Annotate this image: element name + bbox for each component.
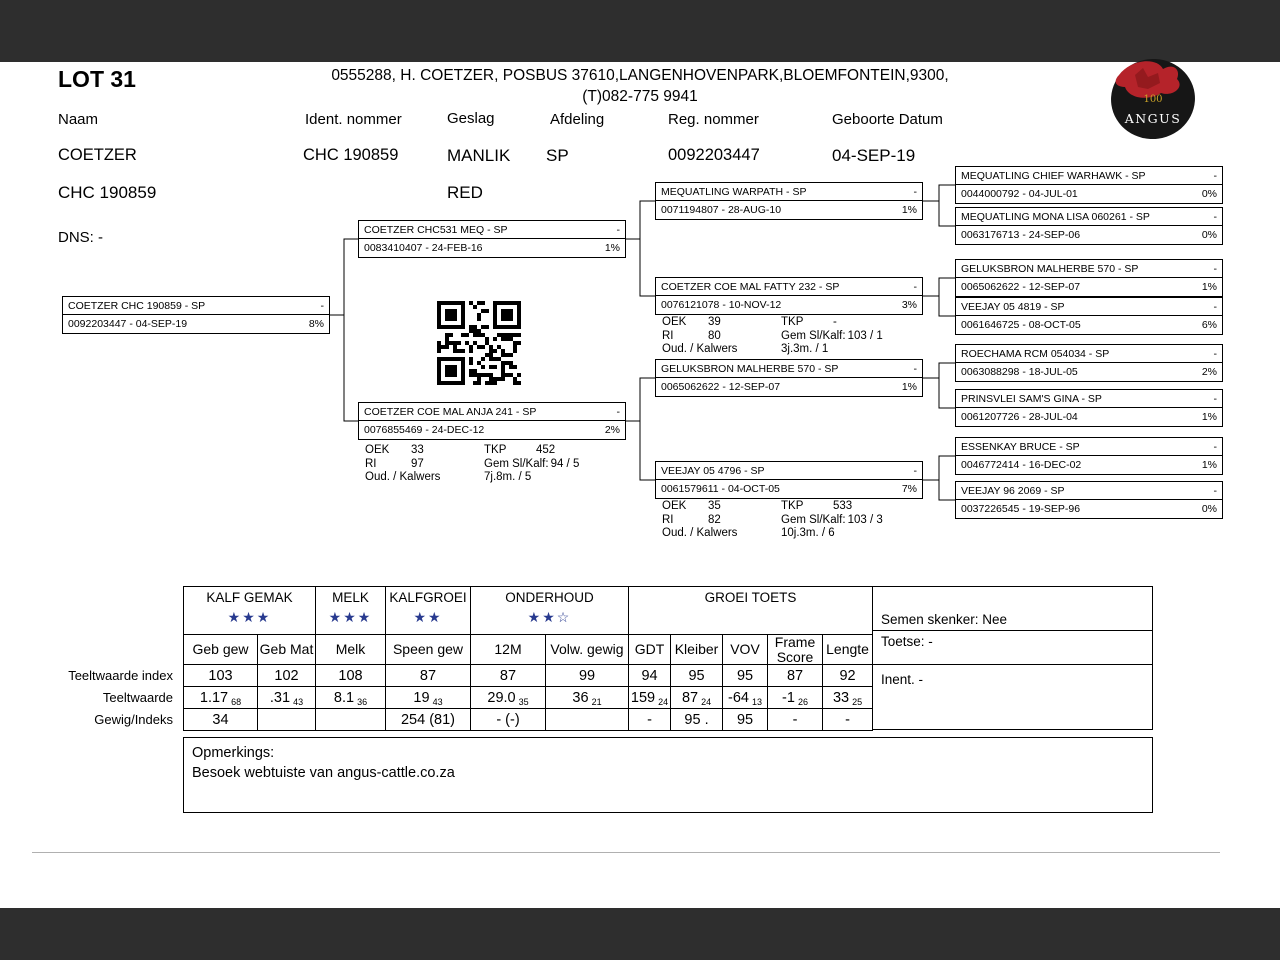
label-geslag: Geslag (447, 110, 495, 127)
angus-logo (1103, 55, 1198, 145)
logo-badge: 100 (1143, 94, 1163, 105)
ancestor-reg: 0063176713 - 24-SEP-06 (961, 228, 1081, 241)
qr-code (437, 301, 521, 385)
breeding-values-table (183, 586, 1153, 730)
stat-value: 10j.3m. / 6 (781, 527, 835, 539)
ebv-accuracy: 24 (658, 696, 669, 707)
ancestor-name: ROECHAMA RCM 054034 - SP (961, 347, 1110, 360)
star-rating: ★★★ (227, 609, 272, 625)
ebv-accuracy: 43 (432, 696, 443, 707)
ancestor-name: PRINSVLEI SAM'S GINA - SP (961, 392, 1102, 405)
value-afdeling: SP (546, 146, 569, 165)
row-label-teeltwaarde: Teeltwaarde (102, 690, 173, 705)
stat-label: OEK (662, 316, 687, 328)
group-header-melk (316, 587, 386, 635)
table-cell (546, 709, 629, 731)
table-cell: 34 (184, 709, 258, 731)
bottom-bar (0, 908, 1280, 960)
stat-value: 80 (708, 329, 721, 342)
column-header: Melk (316, 635, 386, 665)
star-rating: ★★★ (328, 609, 373, 625)
dns-status: DNS: - (58, 229, 103, 246)
value-naam: COETZER (58, 146, 137, 164)
breeder-address (250, 65, 1030, 107)
side-panel (872, 586, 1153, 730)
dams-dam-stats (662, 500, 883, 541)
table-cell: 95 (723, 709, 768, 731)
inbreeding-pct: 8% (308, 317, 324, 330)
ancestor-name: GELUKSBRON MALHERBE 570 - SP (661, 362, 839, 375)
table-cell: 108 (316, 665, 386, 687)
stat-value: 82 (708, 513, 721, 526)
ancestor-name: ESSENKAY BRUCE - SP (961, 440, 1080, 453)
group-title: ONDERHOUD (505, 590, 594, 605)
ancestor-reg: 0061646725 - 08-OCT-05 (961, 318, 1081, 331)
remarks-body: Besoek webtuiste van angus-cattle.co.za (192, 765, 455, 781)
table-cell (316, 687, 386, 709)
table-cell: 95 . (671, 709, 723, 731)
inbreeding-pct: 1% (604, 241, 620, 254)
logo-text: ANGUS (1124, 111, 1182, 126)
row-label-teeltwaarde-index: Teeltwaarde index (68, 668, 173, 683)
ebv-accuracy: 13 (751, 696, 762, 707)
pedigree-box-dam (358, 402, 626, 440)
stat-value: 7j.8m. / 5 (484, 471, 532, 483)
inbreeding-dash: - (1213, 440, 1217, 453)
ebv-value: 87 (681, 689, 699, 706)
value-ident-nommer: CHC 190859 (303, 146, 399, 164)
ancestor-reg: 0065062622 - 12-SEP-07 (961, 280, 1081, 293)
stat-label: TKP (484, 444, 507, 456)
value-geslag: MANLIK (447, 146, 511, 165)
value-ident-2: CHC 190859 (58, 183, 157, 202)
column-header: VOV (723, 635, 768, 665)
stat-value: 94 / 5 (550, 457, 580, 470)
pedigree-box-sire (358, 220, 626, 258)
value-colour: RED (447, 183, 483, 202)
stat-value: 3j.3m. / 1 (781, 343, 829, 355)
inbreeding-pct: 1% (901, 203, 917, 216)
table-cell: 103 (184, 665, 258, 687)
ancestor-name: GELUKSBRON MALHERBE 570 - SP (961, 262, 1139, 275)
stat-label: TKP (781, 316, 804, 328)
pedigree-box-gg2 (955, 207, 1223, 245)
table-cell: 95 (671, 665, 723, 687)
inbreeding-dash: - (320, 299, 324, 312)
column-header: 12M (471, 635, 546, 665)
sires-dam-stats (662, 316, 883, 357)
pedigree-box-gg3 (955, 259, 1223, 297)
table-cell (629, 687, 671, 709)
ebv-value: 159 (630, 689, 656, 706)
label-geboorte-datum: Geboorte Datum (832, 111, 943, 128)
footer-divider (32, 852, 1220, 853)
inbreeding-pct: 1% (1201, 280, 1217, 293)
inbreeding-dash: - (913, 280, 917, 293)
inbreeding-dash: - (913, 362, 917, 375)
ebv-accuracy: 21 (591, 696, 602, 707)
column-header: Lengte (823, 635, 873, 665)
ancestor-reg: 0061207726 - 28-JUL-04 (961, 410, 1078, 423)
angus-logo-graphic (1103, 55, 1198, 140)
table-cell (316, 709, 386, 731)
group-header-kalfgroei (386, 587, 471, 635)
stat-value: 103 / 1 (847, 329, 883, 342)
table-cell: 87 (768, 665, 823, 687)
column-header: Geb Mat (258, 635, 316, 665)
ebv-accuracy: 26 (797, 696, 808, 707)
ebv-value: .31 (269, 689, 291, 706)
inbreeding-pct: 7% (901, 482, 917, 495)
pedigree-box-gg4 (955, 297, 1223, 335)
address-line-1: 0555288, H. COETZER, POSBUS 37610,LANGENHOVENPARK,BLOEMFONTEIN,9300, (331, 67, 949, 84)
row-label-gewig-indeks: Gewig/Indeks (94, 712, 173, 727)
stat-label: RI (365, 457, 377, 470)
table-cell (546, 687, 629, 709)
table-cell (768, 687, 823, 709)
stat-label: Oud. / Kalwers (365, 471, 441, 483)
ebv-accuracy: 35 (518, 696, 529, 707)
stat-value: 35 (708, 500, 721, 512)
group-header-onderhoud (471, 587, 629, 635)
group-title: GROEI TOETS (704, 590, 797, 605)
tests-status: Toetse: - (881, 634, 933, 649)
table-cell: 94 (629, 665, 671, 687)
ancestor-name: COETZER COE MAL FATTY 232 - SP (661, 280, 840, 293)
semen-donor-status: Semen skenker: Nee (881, 612, 1008, 627)
ancestor-name: MEQUATLING MONA LISA 060261 - SP (961, 210, 1150, 223)
sire-name: COETZER CHC531 MEQ - SP (364, 223, 508, 236)
ancestor-reg: 0071194807 - 28-AUG-10 (661, 203, 782, 216)
stat-value: 39 (708, 316, 721, 328)
pedigree-box-gg6 (955, 389, 1223, 427)
ebv-value: 1.17 (199, 689, 229, 706)
pedigree-box-gg1 (955, 166, 1223, 204)
inbreeding-pct: 1% (1201, 458, 1217, 471)
inbreeding-pct: 2% (1201, 365, 1217, 378)
inbreeding-dash: - (1213, 392, 1217, 405)
table-cell (386, 687, 471, 709)
inbreeding-pct: 6% (1201, 318, 1217, 331)
inbreeding-pct: 1% (1201, 410, 1217, 423)
stat-value: 33 (411, 444, 424, 456)
ancestor-reg: 0063088298 - 18-JUL-05 (961, 365, 1078, 378)
ancestor-reg: 0044000792 - 04-JUL-01 (961, 187, 1078, 200)
inbreeding-pct: 2% (604, 423, 620, 436)
table-cell: 99 (546, 665, 629, 687)
table-cell: - (823, 709, 873, 731)
address-line-2: (T)082-775 9941 (582, 88, 698, 105)
ebv-accuracy: 68 (231, 696, 242, 707)
stat-value: 97 (411, 457, 424, 470)
stat-value: 452 (536, 444, 556, 456)
inbreeding-dash: - (1213, 169, 1217, 182)
group-header-groei-toets (629, 587, 873, 635)
table-cell: 254 (81) (386, 709, 471, 731)
star-rating: ★★ (413, 609, 443, 625)
value-reg-nommer: 0092203447 (668, 146, 760, 164)
label-reg-nommer: Reg. nommer (668, 111, 759, 128)
inbreeding-pct: 0% (1201, 187, 1217, 200)
stat-value: 103 / 3 (847, 513, 883, 526)
stat-label: OEK (365, 444, 390, 456)
stat-label: Oud. / Kalwers (662, 527, 738, 539)
inbreeding-dash: - (616, 223, 620, 236)
ebv-accuracy: 25 (852, 696, 863, 707)
inbreeding-dash: - (1213, 484, 1217, 497)
column-header: Speen gew (386, 635, 471, 665)
pedigree-box-gg5 (955, 344, 1223, 382)
ebv-table (183, 586, 873, 731)
ancestor-reg: 0076121078 - 10-NOV-12 (661, 298, 782, 311)
ancestor-reg: 0061579611 - 04-OCT-05 (661, 482, 780, 495)
table-cell (184, 687, 258, 709)
ancestor-reg: 0046772414 - 16-DEC-02 (961, 458, 1082, 471)
table-cell: 102 (258, 665, 316, 687)
sire-reg: 0083410407 - 24-FEB-16 (364, 241, 483, 254)
table-cell: 92 (823, 665, 873, 687)
inbreeding-dash: - (913, 464, 917, 477)
table-cell: - (-) (471, 709, 546, 731)
stat-label: TKP (781, 500, 804, 512)
vaccination-status: Inent. - (881, 672, 924, 687)
inbreeding-pct: 1% (901, 380, 917, 393)
pedigree-box-gg8 (955, 481, 1223, 519)
animal-name: COETZER CHC 190859 - SP (68, 299, 206, 312)
ebv-value: -64 (728, 689, 749, 706)
stat-label: Gem Sl/Kalf: (781, 513, 846, 526)
ebv-value: 29.0 (487, 689, 516, 706)
pedigree-box-gg7 (955, 437, 1223, 475)
table-cell (471, 687, 546, 709)
group-header-kalf-gemak (184, 587, 316, 635)
pedigree-box-animal (62, 296, 330, 334)
ancestor-reg: 0037226545 - 19-SEP-96 (961, 502, 1081, 515)
dam-name: COETZER COE MAL ANJA 241 - SP (364, 405, 537, 418)
inbreeding-dash: - (913, 185, 917, 198)
ebv-value: 8.1 (333, 689, 355, 706)
label-afdeling: Afdeling (550, 111, 605, 128)
stat-label: OEK (662, 500, 687, 512)
column-header: Kleiber (671, 635, 723, 665)
inbreeding-dash: - (1213, 347, 1217, 360)
stat-label: Gem Sl/Kalf: (484, 457, 549, 470)
column-header: Volw. gewig (546, 635, 629, 665)
pedigree-box-sires-dam (655, 277, 923, 315)
lot-number: LOT 31 (58, 66, 136, 92)
top-bar (0, 0, 1280, 62)
stat-label: RI (662, 513, 674, 526)
label-ident-nommer: Ident. nommer (305, 111, 402, 128)
stat-value: - (833, 316, 837, 328)
pedigree-box-dams-dam (655, 461, 923, 499)
star-rating: ★★☆ (527, 609, 572, 625)
label-naam: Naam (58, 111, 99, 128)
ancestor-name: VEEJAY 05 4819 - SP (961, 300, 1065, 313)
column-header: GDT (629, 635, 671, 665)
dam-stats (365, 444, 579, 485)
inbreeding-dash: - (616, 405, 620, 418)
stat-label: Gem Sl/Kalf: (781, 329, 846, 342)
table-cell (258, 709, 316, 731)
ebv-value: -1 (782, 689, 795, 706)
stat-label: Oud. / Kalwers (662, 343, 738, 355)
table-cell: - (768, 709, 823, 731)
ancestor-name: MEQUATLING WARPATH - SP (661, 185, 807, 198)
ancestor-name: VEEJAY 96 2069 - SP (961, 484, 1065, 497)
group-title: KALFGROEI (389, 590, 467, 605)
stat-label: RI (662, 329, 674, 342)
inbreeding-pct: 0% (1201, 502, 1217, 515)
inbreeding-dash: - (1213, 210, 1217, 223)
ebv-accuracy: 43 (293, 696, 304, 707)
ebv-value: 36 (572, 689, 589, 706)
table-cell: 87 (386, 665, 471, 687)
inbreeding-pct: 3% (901, 298, 917, 311)
ancestor-name: VEEJAY 05 4796 - SP (661, 464, 765, 477)
ebv-value: 19 (413, 689, 430, 706)
animal-reg: 0092203447 - 04-SEP-19 (68, 317, 188, 330)
dam-reg: 0076855469 - 24-DEC-12 (364, 423, 485, 436)
table-cell (258, 687, 316, 709)
group-title: KALF GEMAK (206, 590, 293, 605)
inbreeding-dash: - (1213, 262, 1217, 275)
remarks-title: Opmerkings: (192, 745, 275, 761)
column-header: Frame Score (768, 635, 823, 665)
table-cell: 87 (471, 665, 546, 687)
ancestor-reg: 0065062622 - 12-SEP-07 (661, 380, 781, 393)
table-cell: - (629, 709, 671, 731)
group-title: MELK (332, 590, 369, 605)
table-cell (723, 687, 768, 709)
ebv-accuracy: 36 (357, 696, 368, 707)
ancestor-name: MEQUATLING CHIEF WARHAWK - SP (961, 169, 1146, 182)
ebv-accuracy: 24 (701, 696, 712, 707)
table-cell: 95 (723, 665, 768, 687)
table-cell (671, 687, 723, 709)
ebv-value: 33 (832, 689, 850, 706)
stat-value: 533 (833, 500, 853, 512)
inbreeding-dash: - (1213, 300, 1217, 313)
remarks-box (183, 737, 1153, 813)
value-geboorte-datum: 04-SEP-19 (832, 146, 916, 165)
table-cell (823, 687, 873, 709)
pedigree-box-sires-sire (655, 182, 923, 220)
column-header: Geb gew (184, 635, 258, 665)
inbreeding-pct: 0% (1201, 228, 1217, 241)
pedigree-box-dams-sire (655, 359, 923, 397)
